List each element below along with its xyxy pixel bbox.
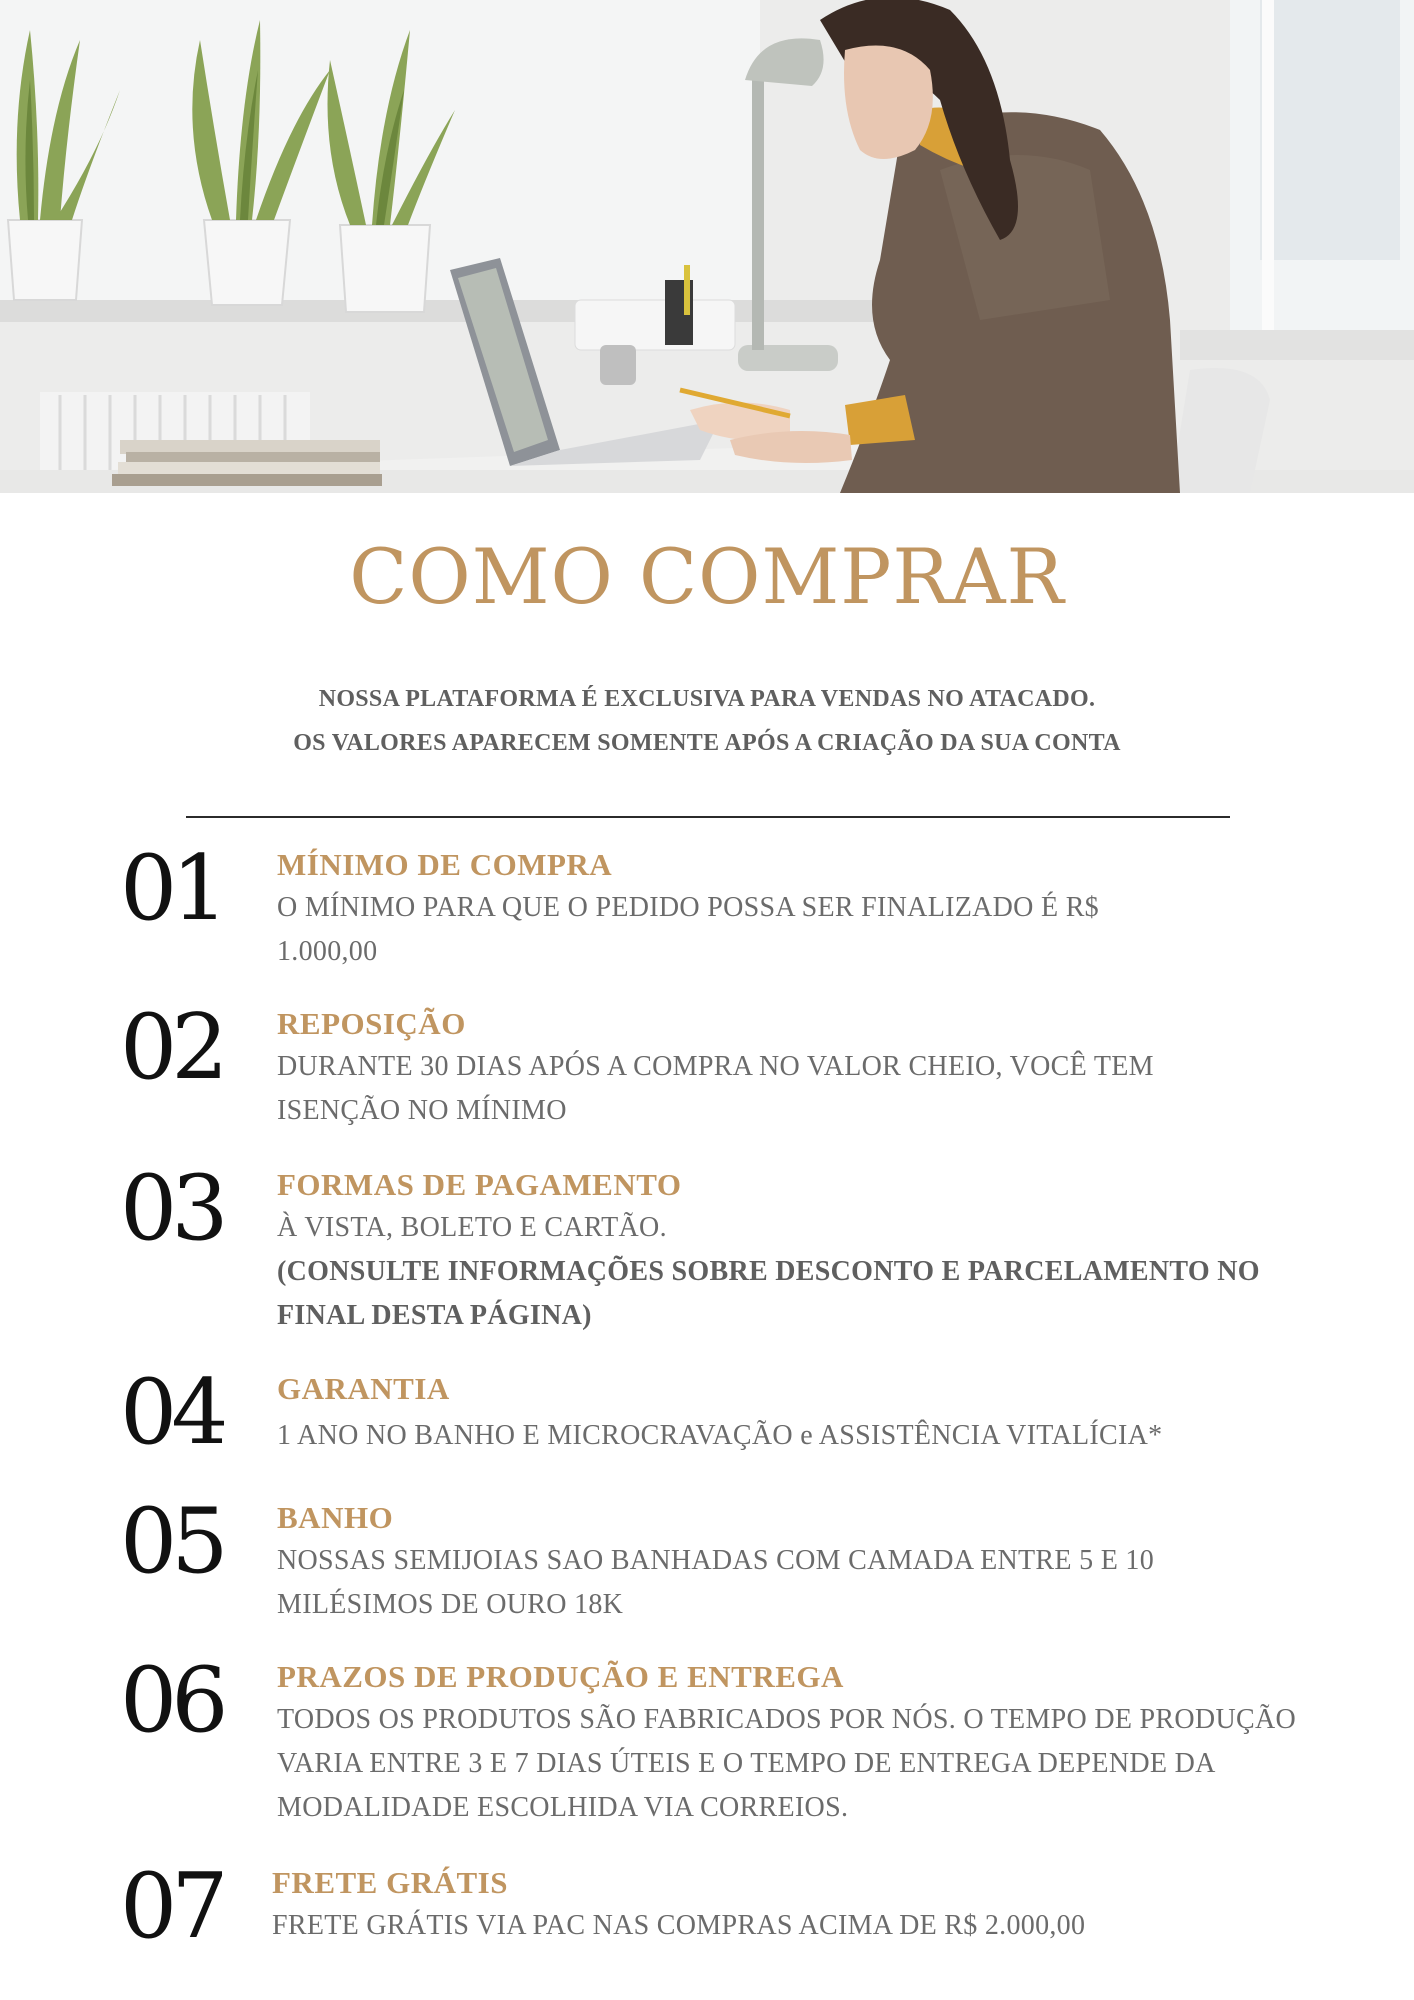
step-text-line: FRETE GRÁTIS VIA PAC NAS COMPRAS ACIMA DE R$ 2.000,00 — [272, 1910, 1086, 1941]
step-title: PRAZOS DE PRODUÇÃO E ENTREGA — [277, 1659, 844, 1694]
step-number: 06 — [120, 1648, 223, 1753]
step-note-line: FINAL DESTA PÁGINA) — [277, 1300, 592, 1331]
step-text-line: NOSSAS SEMIJOIAS SAO BANHADAS COM CAMADA ENTRE 5 E 10 — [277, 1545, 1155, 1576]
step-text — [277, 1698, 1354, 1830]
step-text-line: ISENÇÃO NO MÍNIMO — [277, 1095, 567, 1126]
intro-line: OS VALORES APARECEM SOMENTE APÓS A CRIAÇÃO DA SUA CONTA — [293, 730, 1121, 756]
intro-text — [0, 677, 1414, 765]
step-number: 04 — [120, 1360, 223, 1465]
step-number: 03 — [120, 1156, 223, 1261]
step-text-line: DURANTE 30 DIAS APÓS A COMPRA NO VALOR CHEIO, VOCÊ TEM — [277, 1051, 1154, 1082]
step-text — [272, 1904, 1354, 1948]
step-title: REPOSIÇÃO — [277, 1006, 466, 1041]
step-body — [277, 1656, 1354, 1830]
woman-working-at-laptop-illustration — [0, 0, 1414, 493]
step-body — [272, 1862, 1354, 1948]
intro-line: NOSSA PLATAFORMA É EXCLUSIVA PARA VENDAS NO ATACADO. — [318, 686, 1096, 712]
step-number: 02 — [120, 995, 223, 1100]
step-number: 01 — [120, 836, 223, 941]
step-text-line: MILÉSIMOS DE OURO 18K — [277, 1589, 624, 1620]
hero-photo — [0, 0, 1414, 493]
step-text-line: O MÍNIMO PARA QUE O PEDIDO POSSA SER FINALIZADO É R$ — [277, 892, 1099, 923]
step-body — [277, 1497, 1354, 1627]
step-body — [277, 1164, 1354, 1338]
step-text-line: À VISTA, BOLETO E CARTÃO. — [277, 1212, 667, 1243]
step-number: 07 — [120, 1854, 223, 1959]
step-title: FORMAS DE PAGAMENTO — [277, 1167, 682, 1202]
divider — [186, 816, 1230, 818]
step-text-line: TODOS OS PRODUTOS SÃO FABRICADOS POR NÓS. O TEMPO DE PRODUÇÃO — [277, 1704, 1296, 1735]
step-text — [277, 1539, 1354, 1627]
step-body — [277, 844, 1354, 974]
step-title: MÍNIMO DE COMPRA — [277, 847, 613, 882]
step-body — [277, 1003, 1354, 1133]
page-title: COMO COMPRAR — [349, 532, 1065, 621]
step-text — [277, 886, 1354, 974]
step-title: FRETE GRÁTIS — [272, 1865, 508, 1900]
step-text-line: 1 ANO NO BANHO E MICROCRAVAÇÃO e ASSISTÊNCIA VITALÍCIA* — [277, 1420, 1163, 1451]
step-text-line: VARIA ENTRE 3 E 7 DIAS ÚTEIS E O TEMPO DE ENTREGA DEPENDE DA — [277, 1748, 1216, 1779]
step-text — [277, 1206, 1354, 1338]
step-title: GARANTIA — [277, 1371, 450, 1406]
step-text — [277, 1045, 1354, 1133]
step-title: BANHO — [277, 1500, 394, 1535]
step-body — [277, 1368, 1354, 1458]
step-text — [277, 1414, 1354, 1458]
step-text-line: 1.000,00 — [277, 936, 378, 967]
step-text-line: MODALIDADE ESCOLHIDA VIA CORREIOS. — [277, 1792, 849, 1823]
step-number: 05 — [120, 1489, 223, 1594]
step-note-line: (CONSULTE INFORMAÇÕES SOBRE DESCONTO E PARCELAMENTO NO — [277, 1256, 1260, 1287]
